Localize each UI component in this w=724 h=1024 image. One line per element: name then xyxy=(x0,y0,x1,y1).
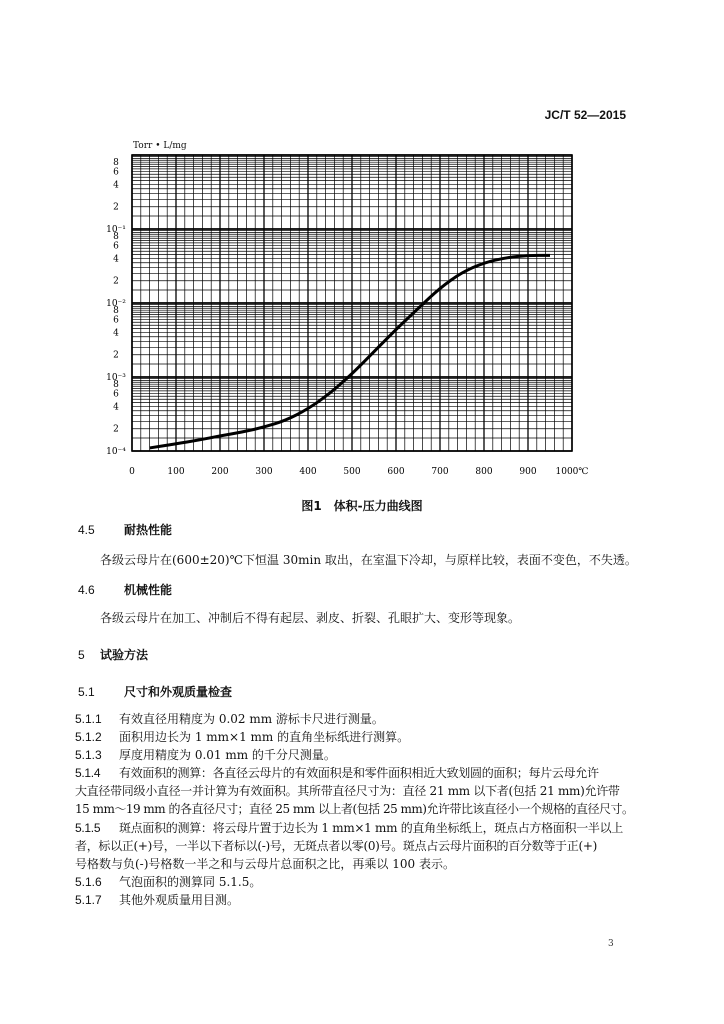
item-5-1-2: 5.1.2 面积用边长为 1 mm×1 mm 的直角坐标纸进行测算。 xyxy=(75,730,410,744)
y-tick-label: 4 xyxy=(113,180,119,191)
y-tick-label: 4 xyxy=(113,402,119,413)
y-tick-label: 2 xyxy=(113,202,119,213)
y-tick-label: 10⁻⁴ xyxy=(106,447,126,457)
item-5-1-4-cont-1: 大直径带同级小直径一并计算为有效面积。其所带直径尺寸为：直径 21 mm 以下者(包括 21 mm)允许带 xyxy=(75,784,620,798)
y-tick-label: 8 xyxy=(113,306,119,317)
y-tick-label: 6 xyxy=(113,315,119,326)
x-tick-label: 800 xyxy=(475,467,493,477)
section-4-5-heading: 4.5 耐热性能 xyxy=(78,523,173,537)
item-5-1-4-cont-2: 15 mm～19 mm 的各直径尺寸；直径 25 mm 以上者(包括 25 mm)允许带比该直径小一个规格的直径尺寸。 xyxy=(75,802,634,816)
y-tick-label: 6 xyxy=(113,389,119,400)
x-tick-label: 0 xyxy=(129,467,135,477)
section-4-6-heading: 4.6 机械性能 xyxy=(78,583,173,597)
page-number: 3 xyxy=(608,939,614,949)
item-5-1-3: 5.1.3 厚度用精度为 0.01 mm 的千分尺测量。 xyxy=(75,748,336,762)
y-tick-label: 8 xyxy=(113,232,119,243)
x-tick-label: 900 xyxy=(519,467,537,477)
item-5-1-4: 5.1.4 有效面积的测算：各直径云母片的有效面积是和零件面积相近大致划圆的面积；每片云母允许 xyxy=(75,766,599,780)
x-tick-label: 1000℃ xyxy=(555,467,589,477)
figure-caption: 图1 体积-压力曲线图 xyxy=(301,499,423,513)
y-tick-label: 4 xyxy=(113,328,119,339)
x-tick-label: 600 xyxy=(387,467,405,477)
y-tick-label: 2 xyxy=(113,424,119,435)
y-tick-labels xyxy=(106,158,126,457)
x-tick-label: 200 xyxy=(211,467,229,477)
section-4-6-text: 各级云母片在加工、冲制后不得有起层、剥皮、折裂、孔眼扩大、变形等现象。 xyxy=(100,611,521,625)
x-tick-labels xyxy=(129,467,588,477)
y-tick-label: 4 xyxy=(113,254,119,265)
y-tick-label: 6 xyxy=(113,241,119,252)
item-5-1-5-cont-1: 者，标以正(+)号，一半以下者标以(-)号，无斑点者以零(0)号。斑点占云母片面积的百分数等于正(+) xyxy=(75,839,597,853)
x-tick-label: 300 xyxy=(255,467,273,477)
x-tick-label: 700 xyxy=(431,467,449,477)
item-5-1-5: 5.1.5 斑点面积的测算：将云母片置于边长为 1 mm×1 mm 的直角坐标纸上，斑点占方格面积一半以上 xyxy=(75,821,624,835)
y-tick-label: 10⁻¹ xyxy=(106,225,126,235)
section-5-heading: 5 试验方法 xyxy=(78,648,149,662)
y-tick-label: 10⁻² xyxy=(106,299,126,309)
y-tick-label: 6 xyxy=(113,167,119,178)
y-tick-label: 8 xyxy=(113,158,119,169)
section-4-5-text: 各级云母片在(600±20)℃下恒温 30min 取出，在室温下冷却，与原样比较，表面不变色，不失透。 xyxy=(100,553,637,567)
x-tick-label: 500 xyxy=(343,467,361,477)
item-5-1-1: 5.1.1 有效直径用精度为 0.02 mm 游标卡尺进行测量。 xyxy=(75,712,384,726)
y-tick-label: 10⁻³ xyxy=(106,373,126,383)
item-5-1-7: 5.1.7 其他外观质量用目测。 xyxy=(75,893,240,907)
y-tick-label: 8 xyxy=(113,380,119,391)
x-tick-label: 400 xyxy=(299,467,317,477)
y-axis-unit-label: Torr • L/mg xyxy=(133,141,187,151)
x-tick-label: 100 xyxy=(167,467,185,477)
item-5-1-5-cont-2: 号格数与负(-)号格数一半之和与云母片总面积之比，再乘以 100 表示。 xyxy=(75,857,455,871)
standard-code: JC/T 52—2015 xyxy=(544,108,626,122)
section-5-1-heading: 5.1 尺寸和外观质量检查 xyxy=(78,685,233,699)
y-tick-label: 2 xyxy=(113,276,119,287)
item-5-1-6: 5.1.6 气泡面积的测算同 5.1.5。 xyxy=(75,875,262,889)
y-tick-label: 2 xyxy=(113,350,119,361)
volume-pressure-chart xyxy=(0,0,724,480)
pressure-curve xyxy=(150,255,550,448)
